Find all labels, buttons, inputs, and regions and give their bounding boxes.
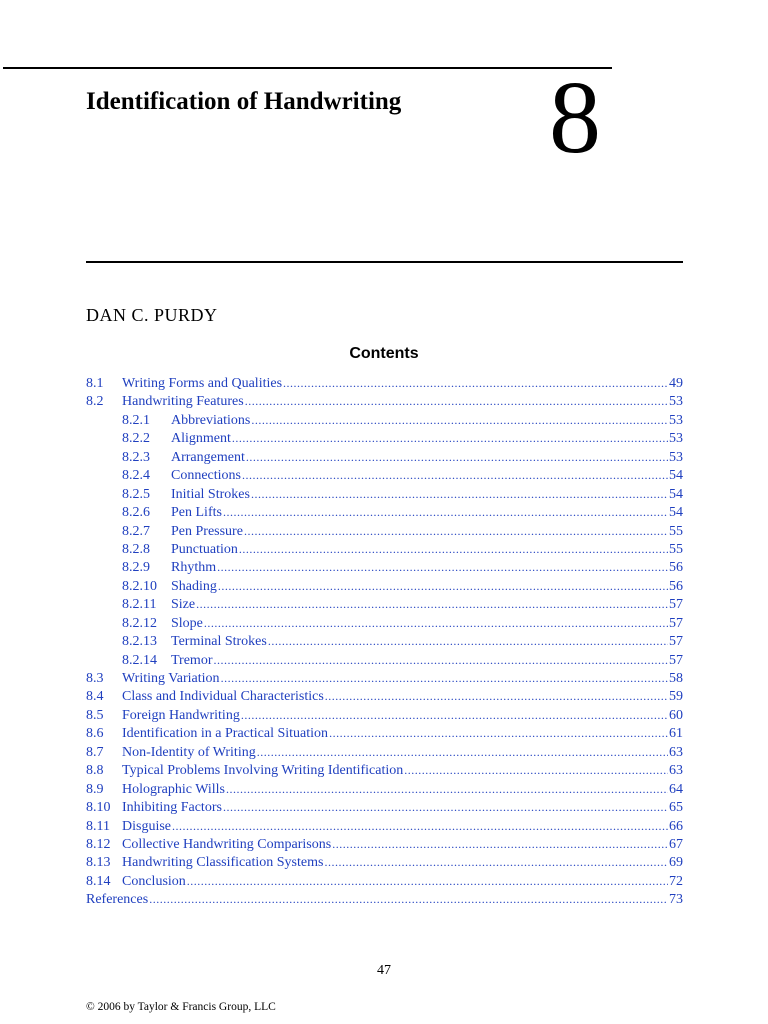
top-rule [3, 67, 612, 69]
toc-section-title: Shading [171, 578, 217, 594]
toc-section-number: 8.9 [86, 781, 104, 797]
toc-section-number: 8.2.6 [122, 505, 150, 521]
chapter-number: 8 [549, 60, 601, 175]
toc-link[interactable] [86, 835, 683, 853]
chapter-title: Identification of Handwriting [86, 88, 402, 115]
toc-entry[interactable] [86, 761, 683, 779]
toc-section-title: Holographic Wills [122, 781, 225, 797]
toc-section-number: 8.2.5 [122, 486, 150, 502]
toc-entry[interactable] [86, 522, 683, 540]
toc-section-number: 8.5 [86, 707, 104, 723]
toc-entry[interactable] [86, 448, 683, 466]
toc-page-number: 69 [669, 855, 683, 871]
toc-page-number: 54 [669, 505, 683, 521]
toc-section-title: Rhythm [171, 560, 217, 576]
toc-section-number: 8.3 [86, 671, 104, 686]
toc-section-number: 8.2.13 [122, 634, 157, 650]
toc-leader-dots [218, 577, 668, 595]
toc-leader-dots [283, 374, 668, 392]
toc-leader-dots [325, 687, 668, 705]
toc-page-number: 53 [669, 449, 683, 465]
toc-page-number: 53 [669, 431, 683, 447]
toc-section-number: 8.13 [86, 855, 111, 871]
toc-section-title: Typical Problems Involving Writing Identification [122, 763, 404, 779]
toc-entry[interactable] [86, 392, 683, 410]
toc-entry[interactable] [86, 651, 683, 669]
toc-entry[interactable] [86, 411, 683, 429]
toc-entry[interactable] [86, 835, 683, 853]
toc-section-number: 8.2.14 [122, 652, 157, 668]
toc-page-number: 72 [669, 873, 683, 889]
toc-page-number: 54 [669, 486, 683, 502]
toc-section-number: 8.2.7 [122, 523, 150, 539]
toc-section-title: Conclusion [122, 873, 186, 889]
toc-link[interactable] [122, 614, 683, 632]
toc-link[interactable] [122, 632, 683, 650]
toc-section-number: 8.2.10 [122, 578, 157, 594]
toc-entry[interactable] [86, 540, 683, 558]
toc-leader-dots [223, 503, 668, 521]
toc-entry[interactable] [86, 743, 683, 761]
toc-section-number: 8.11 [86, 818, 110, 834]
toc-link[interactable] [86, 706, 683, 724]
toc-entry[interactable] [86, 632, 683, 650]
toc-section-number: 8.2.8 [122, 541, 150, 557]
toc-leader-dots [329, 724, 668, 742]
toc-leader-dots [232, 429, 668, 447]
toc-section-title: Punctuation [171, 541, 238, 557]
toc-link[interactable] [122, 411, 683, 429]
toc-leader-dots [244, 522, 668, 540]
toc-link[interactable] [86, 890, 683, 908]
toc-entry[interactable] [86, 485, 683, 503]
toc-page-number: 57 [669, 652, 683, 668]
table-of-contents [86, 374, 683, 909]
toc-entry[interactable] [86, 798, 683, 816]
toc-section-title: Slope [171, 615, 203, 631]
toc-section-title: Size [171, 597, 196, 613]
toc-leader-dots [196, 595, 668, 613]
toc-page-number: 60 [669, 707, 683, 723]
toc-entry[interactable] [86, 780, 683, 798]
toc-entry[interactable] [86, 558, 683, 576]
toc-leader-dots [221, 669, 668, 687]
toc-section-number: 8.2.12 [122, 615, 157, 631]
toc-leader-dots [172, 817, 668, 835]
toc-page-number: 57 [669, 597, 683, 613]
toc-link[interactable] [86, 392, 683, 410]
toc-link[interactable] [122, 429, 683, 447]
toc-page-number: 57 [669, 615, 683, 631]
toc-leader-dots [239, 540, 668, 558]
toc-section-title: Pen Pressure [171, 523, 243, 539]
toc-page-number: 53 [669, 412, 683, 428]
toc-section-title: Alignment [171, 431, 231, 447]
toc-section-title: Abbreviations [171, 412, 251, 428]
toc-leader-dots [223, 798, 668, 816]
toc-page-number: 64 [669, 781, 683, 797]
toc-entry[interactable] [86, 669, 683, 687]
toc-leader-dots [332, 835, 668, 853]
toc-entry[interactable] [86, 374, 683, 392]
toc-link[interactable] [86, 817, 683, 835]
toc-leader-dots [187, 872, 668, 890]
toc-entry[interactable] [86, 466, 683, 484]
toc-leader-dots [324, 853, 668, 871]
toc-page-number: 59 [669, 689, 683, 705]
toc-leader-dots [241, 706, 668, 724]
toc-entry[interactable] [86, 687, 683, 705]
toc-section-number: 8.2.11 [122, 597, 157, 613]
toc-leader-dots [257, 743, 668, 761]
toc-page-number: 61 [669, 726, 683, 742]
toc-entry[interactable] [86, 577, 683, 595]
toc-section-title: Disguise [122, 818, 171, 834]
toc-section-title: Handwriting Features [122, 394, 244, 410]
toc-leader-dots [246, 448, 668, 466]
toc-link[interactable] [86, 374, 683, 392]
toc-section-title: Non-Identity of Writing [122, 744, 256, 760]
toc-section-number: 8.2 [86, 394, 104, 410]
toc-entry[interactable] [86, 706, 683, 724]
toc-section-number: 8.8 [86, 763, 104, 779]
toc-link[interactable] [86, 743, 683, 761]
toc-entry[interactable] [86, 817, 683, 835]
toc-leader-dots [204, 614, 668, 632]
toc-section-number: 8.12 [86, 836, 111, 852]
toc-section-title: Writing Variation [122, 671, 220, 686]
copyright-notice: © 2006 by Taylor & Francis Group, LLC [86, 1001, 276, 1013]
toc-entry[interactable] [86, 890, 683, 908]
toc-leader-dots [251, 485, 668, 503]
toc-entry[interactable] [86, 429, 683, 447]
toc-section-number: 8.2.1 [122, 412, 150, 428]
toc-section-title: Connections [171, 468, 241, 484]
toc-entry[interactable] [86, 503, 683, 521]
toc-section-title: Collective Handwriting Comparisons [122, 836, 332, 852]
toc-entry[interactable] [86, 724, 683, 742]
toc-section-title: Pen Lifts [171, 505, 222, 521]
toc-section-title: Handwriting Classification Systems [122, 855, 324, 871]
toc-page-number: 56 [669, 560, 683, 576]
toc-section-number: 8.10 [86, 800, 111, 816]
toc-section-title: Class and Individual Characteristics [122, 689, 324, 705]
contents-heading: Contents [349, 345, 419, 362]
toc-leader-dots [217, 558, 668, 576]
toc-leader-dots [245, 392, 668, 410]
toc-leader-dots [404, 761, 668, 779]
toc-link[interactable] [86, 780, 683, 798]
toc-page-number: 54 [669, 468, 683, 484]
toc-link[interactable] [122, 577, 683, 595]
toc-entry[interactable] [86, 872, 683, 890]
toc-link[interactable] [86, 669, 683, 687]
toc-link[interactable] [122, 540, 683, 558]
toc-page-number: 57 [669, 634, 683, 650]
toc-section-number: 8.14 [86, 873, 111, 889]
toc-link[interactable] [122, 595, 683, 613]
toc-section-title: Arrangement [171, 449, 245, 465]
toc-leader-dots [226, 780, 668, 798]
toc-link[interactable] [122, 651, 683, 669]
toc-link[interactable] [86, 761, 683, 779]
toc-section-number: 8.4 [86, 689, 104, 705]
toc-link[interactable] [122, 522, 683, 540]
toc-page-number: 63 [669, 744, 683, 760]
toc-link[interactable] [86, 853, 683, 871]
toc-page-number: 56 [669, 578, 683, 594]
toc-link[interactable] [86, 724, 683, 742]
toc-entry[interactable] [86, 614, 683, 632]
toc-page-number: 67 [669, 836, 683, 852]
toc-page-number: 58 [669, 671, 683, 686]
toc-page-number: 66 [669, 818, 683, 834]
page-number: 47 [377, 963, 391, 978]
toc-link[interactable] [86, 687, 683, 705]
toc-entry[interactable] [86, 853, 683, 871]
toc-section-number: 8.7 [86, 744, 104, 760]
toc-link[interactable] [122, 448, 683, 466]
toc-link[interactable] [122, 503, 683, 521]
toc-section-number: 8.1 [86, 376, 104, 391]
toc-section-number: 8.2.9 [122, 560, 150, 576]
toc-leader-dots [242, 466, 668, 484]
toc-page-number: 63 [669, 763, 683, 779]
toc-link[interactable] [122, 558, 683, 576]
toc-section-title: Terminal Strokes [171, 634, 267, 650]
toc-link[interactable] [86, 798, 683, 816]
toc-page-number: 65 [669, 800, 683, 816]
toc-page-number: 55 [669, 523, 683, 539]
toc-page-number: 73 [669, 892, 683, 908]
toc-link[interactable] [86, 872, 683, 890]
toc-section-title: Tremor [171, 652, 213, 668]
toc-page-number: 53 [669, 394, 683, 410]
toc-section-title: Foreign Handwriting [122, 707, 240, 723]
toc-page-number: 49 [669, 376, 683, 391]
toc-link[interactable] [122, 466, 683, 484]
author-name: DAN C. PURDY [86, 305, 218, 325]
toc-section-title: Inhibiting Factors [122, 800, 222, 816]
toc-leader-dots [214, 651, 669, 669]
toc-leader-dots [149, 890, 668, 908]
toc-section-title: Writing Forms and Qualities [122, 376, 283, 391]
toc-section-number: 8.2.4 [122, 468, 150, 484]
mid-rule [86, 261, 683, 263]
toc-section-number: 8.2.3 [122, 449, 150, 465]
toc-leader-dots [268, 632, 668, 650]
toc-entry[interactable] [86, 595, 683, 613]
toc-leader-dots [251, 411, 668, 429]
toc-section-number: 8.2.2 [122, 431, 150, 447]
toc-section-title: Identification in a Practical Situation [122, 726, 329, 742]
toc-page-number: 55 [669, 541, 683, 557]
toc-section-title: Initial Strokes [171, 486, 250, 502]
toc-section-title: References [86, 892, 149, 908]
toc-section-number: 8.6 [86, 726, 104, 742]
toc-link[interactable] [122, 485, 683, 503]
